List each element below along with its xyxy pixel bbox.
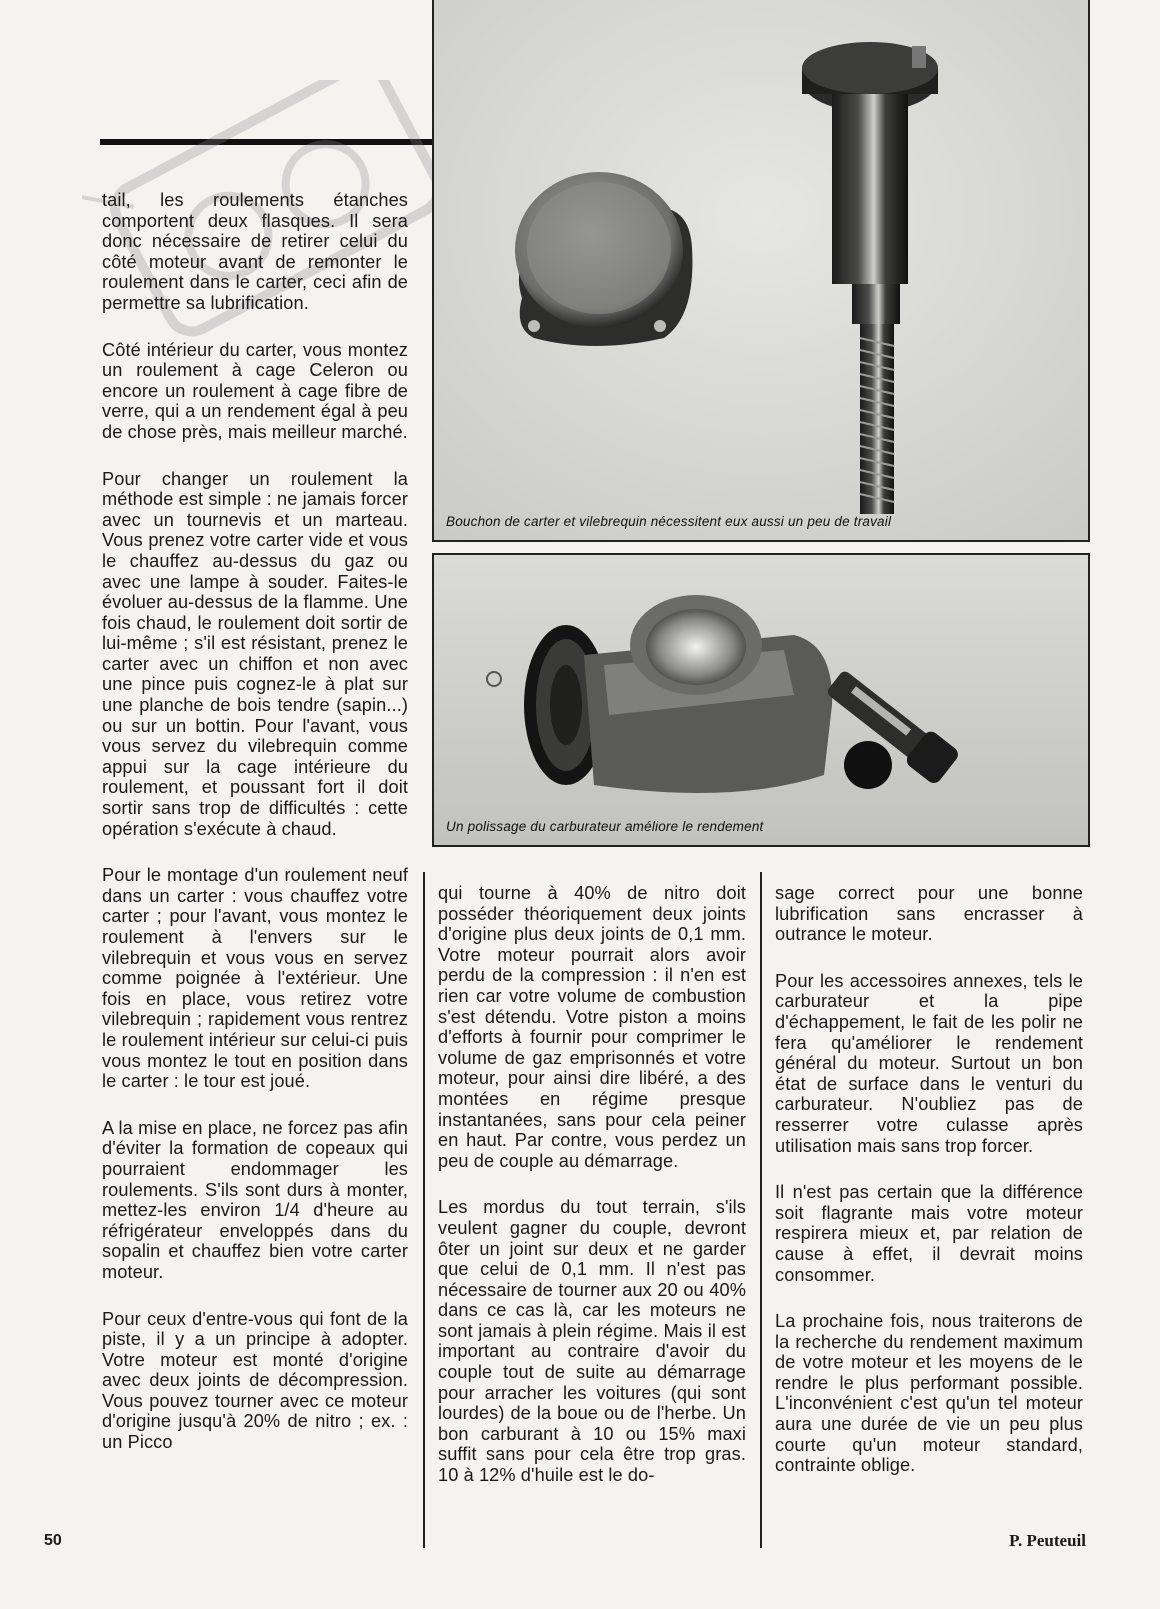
- header-rule: [100, 139, 440, 145]
- paragraph: A la mise en place, ne forcez pas afin d'éviter la formation de copeaux qui pourraient endommager les roulements. S'ils sont durs à monter, mettez-les environ 1/4 d'heure au réfrigérateur enveloppés dans du sopalin et chauffez bien votre carter moteur.: [102, 1117, 408, 1282]
- paragraph: Pour ceux d'entre-vous qui font de la piste, il y a un principe à adopter. Votre moteur est monté d'origine avec deux joints de décompression. Vous pouvez tourner avec ce moteur d'origine jusqu'à 20% de nitro ; ex. : un Picco: [102, 1308, 408, 1453]
- paragraph: La prochaine fois, nous traiterons de la recherche du rendement maximum de votre moteur et les moyens de le rendre le plus performant possible. L'inconvénient c'est qu'un tel moteur aura une durée de vie un peu plus courte qu'un moteur standard, contrainte oblige.: [775, 1311, 1083, 1476]
- paragraph: Les mordus du tout terrain, s'ils veulent gagner du couple, devront ôter un joint sur deux et ne garder que celui de 0,1 mm. Il n'est pas nécessaire de tourner aux 20 ou 40% dans ce cas là, car les moteurs ne sont jamais à plein régime. Mais il est important au contraire d'avoir du couple tout de suite au démarrage pour arracher les voitures (qui sont lourdes) de la boue ou de l'herbe. Un bon carburant à 10 ou 15% maxi suffit sans pour cela être trop gras. 10 à 12% d'huile est le do-: [438, 1197, 746, 1486]
- author-signature: P. Peuteuil: [1009, 1531, 1086, 1550]
- figure-carburetor: [432, 553, 1090, 847]
- figure-caption: Bouchon de carter et vilebrequin nécessitent eux aussi un peu de travail: [446, 514, 892, 529]
- column-rule: [760, 872, 762, 1548]
- paragraph: Pour le montage d'un roulement neuf dans un carter : vous chauffez votre carter ; pour l'avant, vous montez le roulement à l'envers sur le vilebrequin et vous vous en servez comme poignée à l'extérieur. Une fois en place, vous retirez votre vilebrequin ; rapidement vous rentrez le roulement intérieur sur celui-ci puis vous montez le tout en position dans le carter : le tour est joué.: [102, 865, 408, 1092]
- paragraph: Pour changer un roulement la méthode est simple : ne jamais forcer avec un tournevis et un marteau. Vous prenez votre carter vide et vous le chauffez au-dessus du gaz ou avec une lampe à souder. Faites-le évoluer au-dessus de la flamme. Une fois chaud, le roulement doit sortir de lui-même ; s'il est résistant, prenez le carter avec un chiffon et non avec une pince puis cognez-le à plat sur une planche de bois tendre (sapin...) ou sur un bottin. Pour l'avant, vous vous servez du vilebrequin comme appui sur la cage intérieure du roulement, et poussant fort il doit sortir sans trop de difficultés : cette opération s'exécute à chaud.: [102, 468, 408, 839]
- paragraph: Pour les accessoires annexes, tels le carburateur et la pipe d'échappement, le fait de les polir ne fera qu'améliorer le rendement général du moteur. Surtout un bon état de surface dans le venturi du carburateur. N'oubliez pas de resserrer votre culasse après utilisation mais sans trop forcer.: [775, 970, 1083, 1156]
- column-rule: [423, 872, 425, 1548]
- photo-crankcase-crankshaft: [434, 0, 1088, 540]
- page-number: 50: [44, 1532, 62, 1549]
- figure-crankcase-crankshaft: [432, 0, 1090, 542]
- article-column-right: [775, 883, 1083, 1502]
- paragraph: sage correct pour une bonne lubrification sans encrasser à outrance le moteur.: [775, 883, 1083, 945]
- article-column-middle: [438, 883, 746, 1512]
- paragraph: Côté intérieur du carter, vous montez un roulement à cage Celeron ou encore un roulement à cage fibre de verre, qui a un rendement égal à peu de chose près, mais meilleur marché.: [102, 339, 408, 442]
- paragraph: tail, les roulements étanches comportent deux flasques. Il sera donc nécessaire de retirer celui du côté moteur avant de remonter le roulement dans le carter, ceci afin de permettre sa lubrification.: [102, 190, 408, 313]
- photo-carburetor: [434, 555, 1088, 845]
- paragraph: Il n'est pas certain que la différence soit flagrante mais votre moteur respirera mieux et, par relation de cause à effet, il devrait moins consommer.: [775, 1182, 1083, 1285]
- paragraph: qui tourne à 40% de nitro doit posséder théoriquement deux joints d'origine plus deux joints de 0,1 mm. Votre moteur pourrait alors avoir perdu de la compression : il n'en est rien car votre volume de combustion s'est détendu. Votre piston a moins d'efforts à fournir pour comprimer le volume de gaz emprisonnés et votre moteur, pour ainsi dire libéré, a des montées en régime presque instantanées, sans pour cela peiner en haut. Par contre, vous perdez un peu de couple au démarrage.: [438, 883, 746, 1171]
- article-column-left: [102, 190, 408, 1479]
- figure-caption: Un polissage du carburateur améliore le rendement: [446, 819, 764, 834]
